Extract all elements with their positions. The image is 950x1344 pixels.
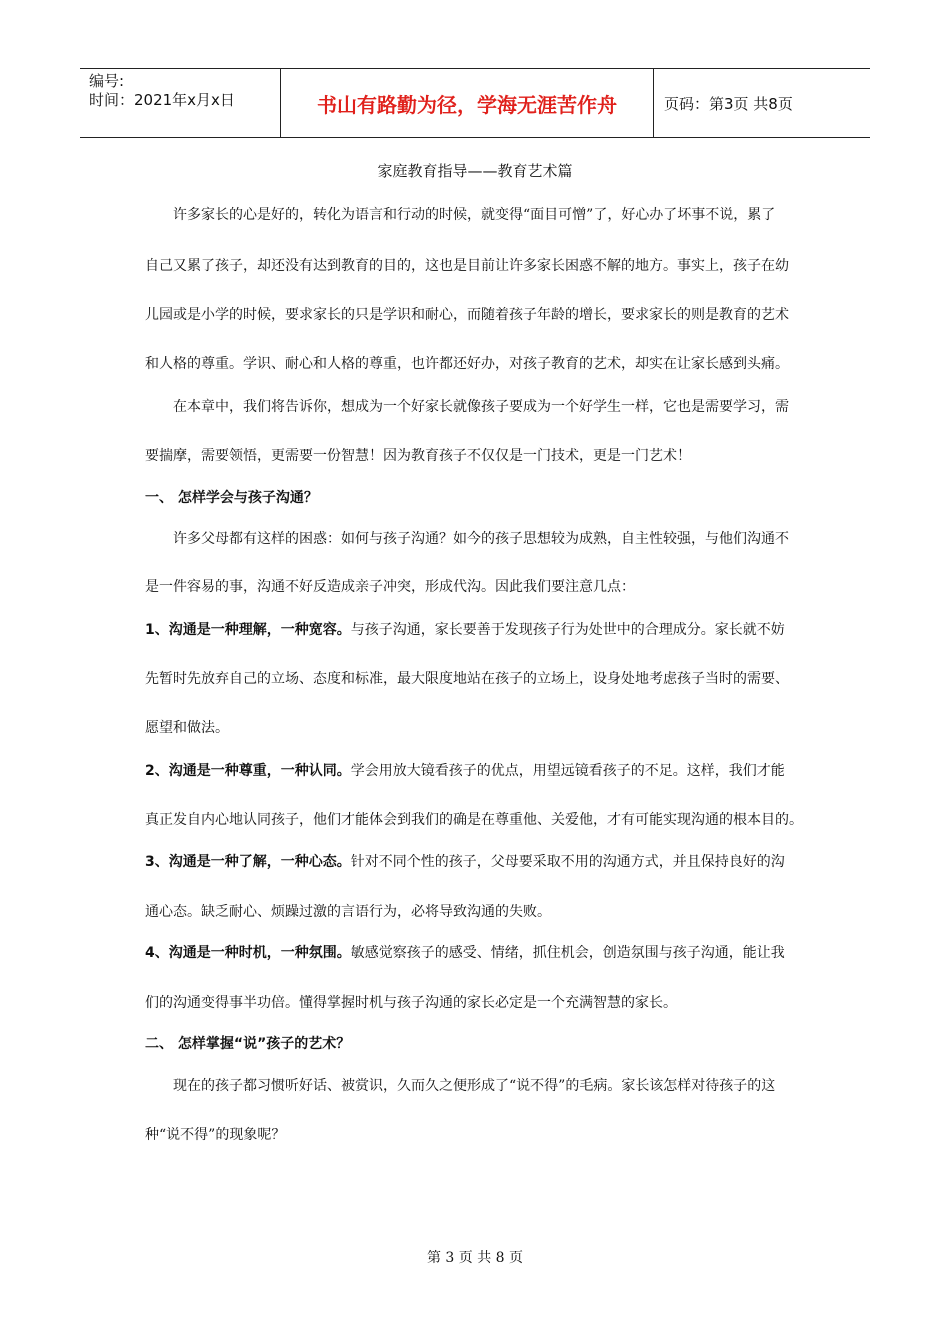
paragraph-line: 愿望和做法。	[145, 720, 229, 736]
header-info-cell	[80, 69, 281, 137]
section-heading-1: 一、 怎样学会与孩子沟通？	[145, 490, 318, 506]
paragraph-line: 是一件容易的事，沟通不好反造成亲子冲突，形成代沟。因此我们要注意几点：	[145, 579, 635, 595]
point-text: 学会用放大镜看孩子的优点，用望远镜看孩子的不足。这样，我们才能	[350, 763, 785, 779]
point-title: 1、沟通是一种理解，一种宽容。	[145, 622, 351, 638]
paragraph-line: 在本章中，我们将告诉你，想成为一个好家长就像孩子要成为一个好学生一样，它也是需要学习，需	[173, 399, 789, 415]
paragraph-line: 们的沟通变得事半功倍。懂得掌握时机与孩子沟通的家长必定是一个充满智慧的家长。	[145, 995, 677, 1011]
page-info-cell	[654, 69, 870, 137]
paragraph-line: 自己又累了孩子，却还没有达到教育的目的，这也是目前让许多家长困惑不解的地方。事实上，孩子在幼	[145, 258, 789, 274]
motto-cell	[281, 69, 654, 137]
point-title: 4、沟通是一种时机，一种氛围。	[145, 945, 351, 961]
point-text: 与孩子沟通，家长要善于发现孩子行为处世中的合理成分。家长就不妨	[350, 622, 785, 638]
point-line-3	[145, 853, 785, 871]
paragraph-line: 通心态。缺乏耐心、烦躁过激的言语行为，必将导致沟通的失败。	[145, 904, 551, 920]
paragraph-line: 先暂时先放弃自己的立场、态度和标准，最大限度地站在孩子的立场上，设身处地考虑孩子当时的需要、	[145, 671, 789, 687]
paragraph-line: 现在的孩子都习惯听好话、被赏识，久而久之便形成了“说不得”的毛病。家长该怎样对待孩子的这	[173, 1078, 776, 1094]
paragraph-line: 许多父母都有这样的困惑：如何与孩子沟通？如今的孩子思想较为成熟，自主性较强，与他们沟通不	[173, 531, 789, 547]
paragraph-line: 儿园或是小学的时候，要求家长的只是学识和耐心，而随着孩子年龄的增长，要求家长的则是教育的艺术	[145, 307, 789, 323]
page-info-text: 页码：第3页 共8页	[664, 94, 793, 113]
paragraph-line: 种“说不得”的现象呢？	[145, 1127, 286, 1143]
paragraph-line: 要揣摩，需要领悟，更需要一份智慧！因为教育孩子不仅仅是一门技术，更是一门艺术！	[145, 448, 691, 464]
point-line-2	[145, 762, 785, 780]
point-line-4	[145, 944, 785, 962]
paragraph-line: 和人格的尊重。学识、耐心和人格的尊重，也许都还好办，对孩子教育的艺术，却实在让家长感到头痛。	[145, 356, 789, 372]
paragraph-line: 真正发自内心地认同孩子，他们才能体会到我们的确是在尊重他、关爱他，才有可能实现沟通的根本目的。	[145, 812, 803, 828]
header-table	[80, 68, 870, 138]
paragraph-line: 许多家长的心是好的，转化为语言和行动的时候，就变得“面目可憎”了，好心办了坏事不说，累了	[173, 207, 776, 223]
point-text: 针对不同个性的孩子，父母要采取不用的沟通方式，并且保持良好的沟	[350, 854, 785, 870]
time-label: 时间：2021年x月x日	[89, 91, 235, 109]
point-title: 3、沟通是一种了解，一种心态。	[145, 854, 351, 870]
point-line-1	[145, 621, 785, 639]
point-text: 敏感觉察孩子的感受、情绪，抓住机会，创造氛围与孩子沟通，能让我	[350, 945, 785, 961]
number-label: 编号:	[89, 72, 125, 90]
document-title: 家庭教育指导——教育艺术篇	[377, 162, 573, 180]
section-heading-2: 二、 怎样掌握“说”孩子的艺术？	[145, 1036, 351, 1052]
point-title: 2、沟通是一种尊重，一种认同。	[145, 763, 351, 779]
motto-text: 书山有路勤为径，学海无涯苦作舟	[317, 92, 617, 117]
page-footer: 第 3 页 共 8 页	[426, 1250, 524, 1266]
